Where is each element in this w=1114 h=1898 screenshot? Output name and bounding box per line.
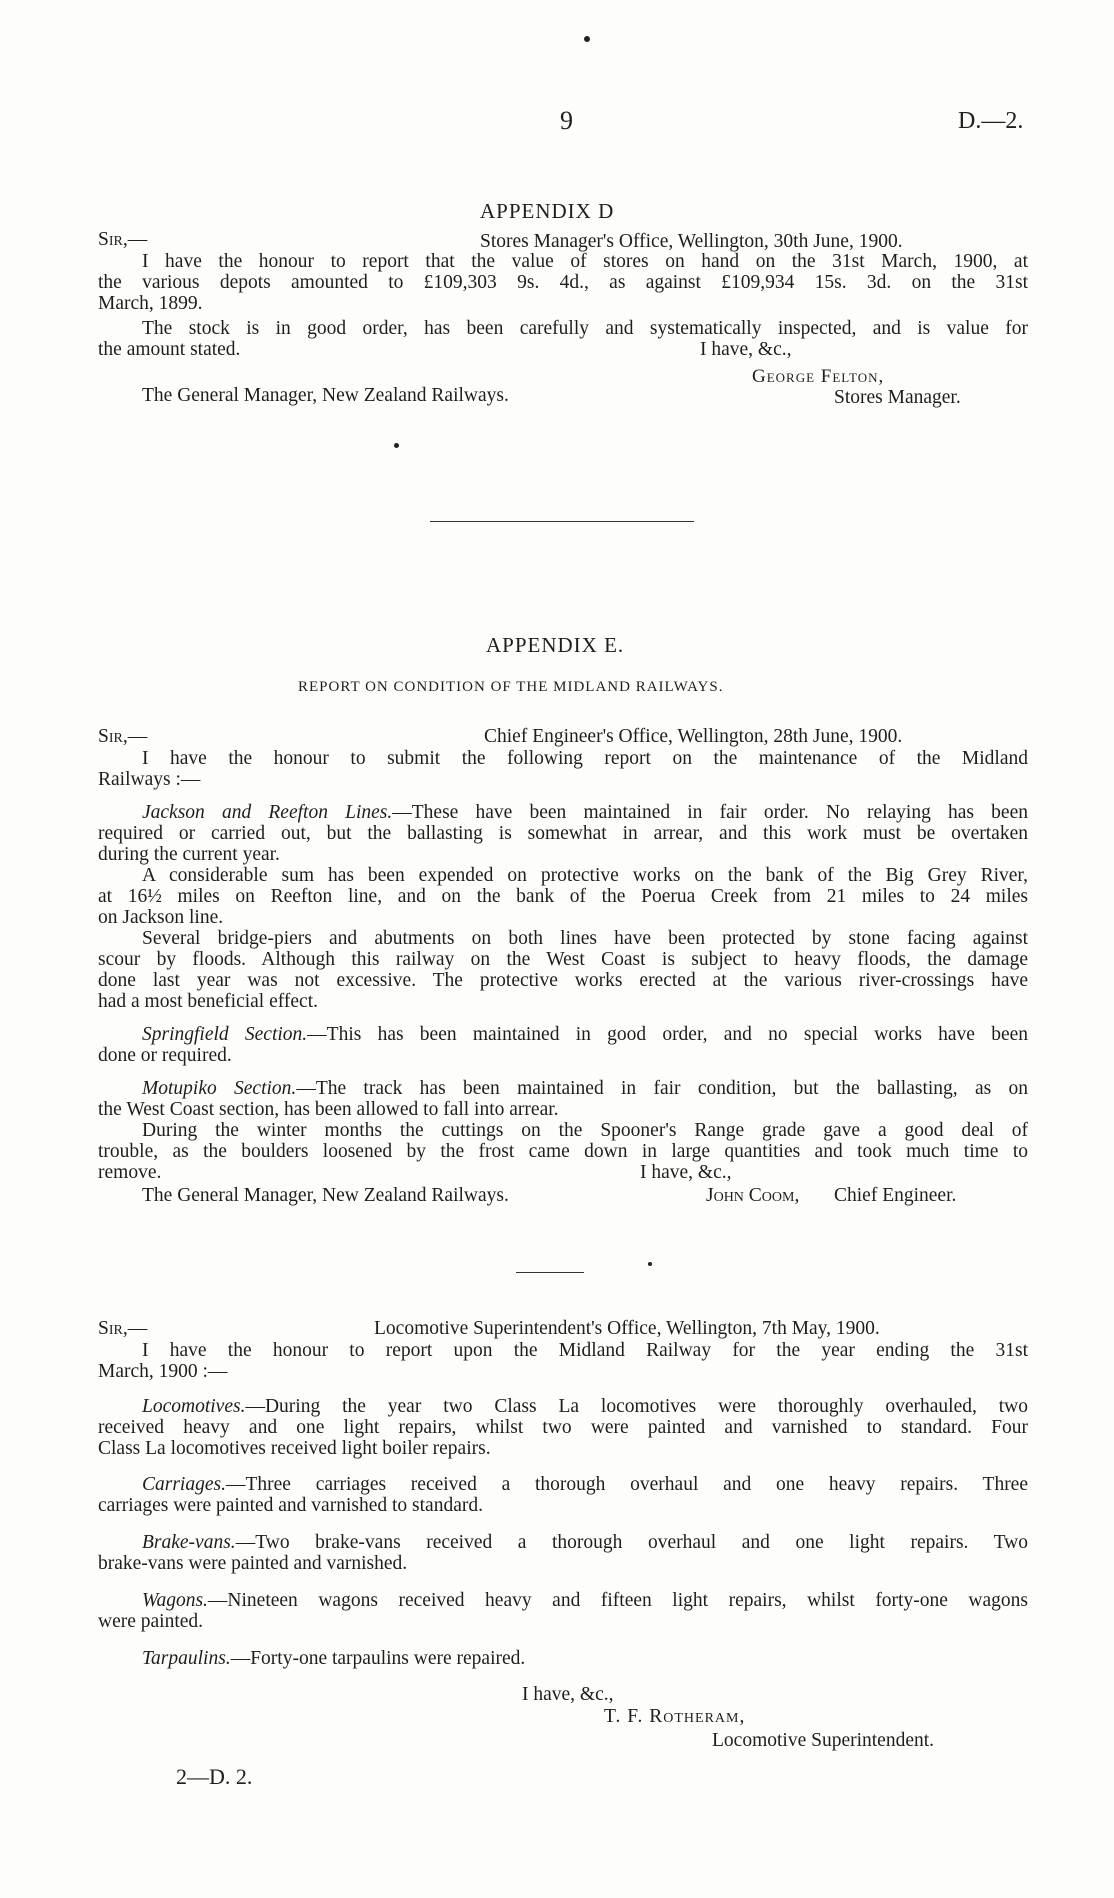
page-number: 9 bbox=[560, 106, 573, 135]
body-line: carriages were painted and varnished to standard. bbox=[98, 1495, 483, 1516]
dateline: Locomotive Superintendent's Office, Wellington, 7th May, 1900. bbox=[374, 1318, 880, 1339]
dateline: Chief Engineer's Office, Wellington, 28th June, 1900. bbox=[484, 726, 903, 747]
signatory-title: Chief Engineer. bbox=[834, 1185, 957, 1206]
dateline: Stores Manager's Office, Wellington, 30th June, 1900. bbox=[480, 231, 903, 252]
ink-speck bbox=[394, 443, 399, 448]
body-line: done last year was not excessive. The protective works erected at the various river-crossings have bbox=[98, 970, 1028, 991]
salutation: Sir,— bbox=[98, 229, 148, 250]
body-line: scour by floods. Although this railway on the West Coast is subject to heavy floods, the damage bbox=[98, 949, 1028, 970]
body-line: remove. bbox=[98, 1162, 162, 1183]
section-heading: Motupiko Section. bbox=[142, 1078, 297, 1099]
body-line: received heavy and one light repairs, whilst two were painted and varnished to standard. Four bbox=[98, 1417, 1028, 1438]
closing: I have, &c., bbox=[700, 339, 792, 360]
appendix-e-title: APPENDIX E. bbox=[486, 633, 625, 657]
salutation: Sir,— bbox=[98, 1318, 148, 1339]
body-line: Jackson and Reefton Lines.—These have been maintained in fair order. No relaying has been bbox=[142, 802, 1028, 823]
body-line: I have the honour to report that the value of stores on hand on the 31st March, 1900, at bbox=[142, 251, 1028, 272]
body-line: I have the honour to report upon the Midland Railway for the year ending the 31st bbox=[142, 1340, 1028, 1361]
body-line: Wagons.—Nineteen wagons received heavy and fifteen light repairs, whilst forty-one wagons bbox=[142, 1590, 1028, 1611]
body-line: I have the honour to submit the following report on the maintenance of the Midland bbox=[142, 748, 1028, 769]
appendix-d-title: APPENDIX D bbox=[480, 199, 615, 223]
body-line: March, 1899. bbox=[98, 293, 203, 314]
section-heading: Carriages. bbox=[142, 1474, 226, 1495]
body-line: Class La locomotives received light boiler repairs. bbox=[98, 1438, 491, 1459]
body-line: were painted. bbox=[98, 1611, 204, 1632]
signatory-title: Locomotive Superintendent. bbox=[712, 1730, 935, 1751]
body-line: on Jackson line. bbox=[98, 907, 224, 928]
salutation: Sir,— bbox=[98, 726, 148, 747]
body-line: Brake-vans.—Two brake-vans received a thorough overhaul and one light repairs. Two bbox=[142, 1532, 1028, 1553]
body-line: the various depots amounted to £109,303 9s. 4d., as against £109,934 15s. 3d. on the 31st bbox=[98, 272, 1028, 293]
body-line: Locomotives.—During the year two Class La locomotives were thoroughly overhauled, two bbox=[142, 1396, 1028, 1417]
section-heading: Jackson and Reefton Lines. bbox=[142, 802, 393, 823]
addressee: The General Manager, New Zealand Railways. bbox=[142, 1185, 509, 1206]
body-line: Motupiko Section.—The track has been maintained in fair condition, but the ballasting, as on bbox=[142, 1078, 1028, 1099]
body-line: during the current year. bbox=[98, 844, 280, 865]
body-line: A considerable sum has been expended on protective works on the bank of the Big Grey River, bbox=[142, 865, 1028, 886]
body-line: had a most beneficial effect. bbox=[98, 991, 318, 1012]
closing: I have, &c., bbox=[640, 1162, 732, 1183]
section-heading: Locomotives. bbox=[142, 1396, 246, 1417]
section-heading: Wagons. bbox=[142, 1590, 208, 1611]
body-line: Carriages.—Three carriages received a thorough overhaul and one heavy repairs. Three bbox=[142, 1474, 1028, 1495]
body-line: March, 1900 :— bbox=[98, 1361, 228, 1382]
body-line: done or required. bbox=[98, 1045, 232, 1066]
body-line: at 16½ miles on Reefton line, and on the bank of the Poerua Creek from 21 miles to 24 miles bbox=[98, 886, 1028, 907]
body-line: Several bridge-piers and abutments on both lines have been protected by stone facing against bbox=[142, 928, 1028, 949]
body-line: During the winter months the cuttings on the Spooner's Range grade gave a good deal of bbox=[142, 1120, 1028, 1141]
ink-speck bbox=[584, 36, 590, 42]
body-line: brake-vans were painted and varnished. bbox=[98, 1553, 408, 1574]
signature-mark: 2—D. 2. bbox=[176, 1764, 253, 1789]
signatory: George Felton, bbox=[752, 366, 885, 387]
signatory: T. F. Rotheram, bbox=[604, 1706, 746, 1727]
closing: I have, &c., bbox=[522, 1684, 614, 1705]
addressee: The General Manager, New Zealand Railways. bbox=[142, 385, 509, 406]
section-heading: Springfield Section. bbox=[142, 1024, 308, 1045]
signatory: John Coom, bbox=[706, 1185, 800, 1206]
report-subtitle: REPORT ON CONDITION OF THE MIDLAND RAILWAYS. bbox=[298, 679, 724, 695]
body-line: Springfield Section.—This has been maintained in good order, and no special works have been bbox=[142, 1024, 1029, 1045]
section-divider bbox=[430, 521, 694, 522]
body-line: Railways :— bbox=[98, 769, 201, 790]
body-line: The stock is in good order, has been carefully and systematically inspected, and is value for bbox=[142, 318, 1028, 339]
signatory-title: Stores Manager. bbox=[834, 387, 961, 408]
body-line: required or carried out, but the ballasting is somewhat in arrear, and this work must be overtaken bbox=[98, 823, 1028, 844]
body-line: the amount stated. bbox=[98, 339, 241, 360]
section-divider bbox=[516, 1272, 584, 1273]
body-line: the West Coast section, has been allowed to fall into arrear. bbox=[98, 1099, 559, 1120]
document-reference: D.—2. bbox=[958, 108, 1024, 134]
ink-speck bbox=[648, 1262, 652, 1266]
section-heading: Brake-vans. bbox=[142, 1532, 236, 1553]
section-heading: Tarpaulins. bbox=[142, 1648, 231, 1669]
body-line: Tarpaulins.—Forty-one tarpaulins were repaired. bbox=[142, 1648, 526, 1669]
body-line: trouble, as the boulders loosened by the frost came down in large quantities and took much time to bbox=[98, 1141, 1028, 1162]
